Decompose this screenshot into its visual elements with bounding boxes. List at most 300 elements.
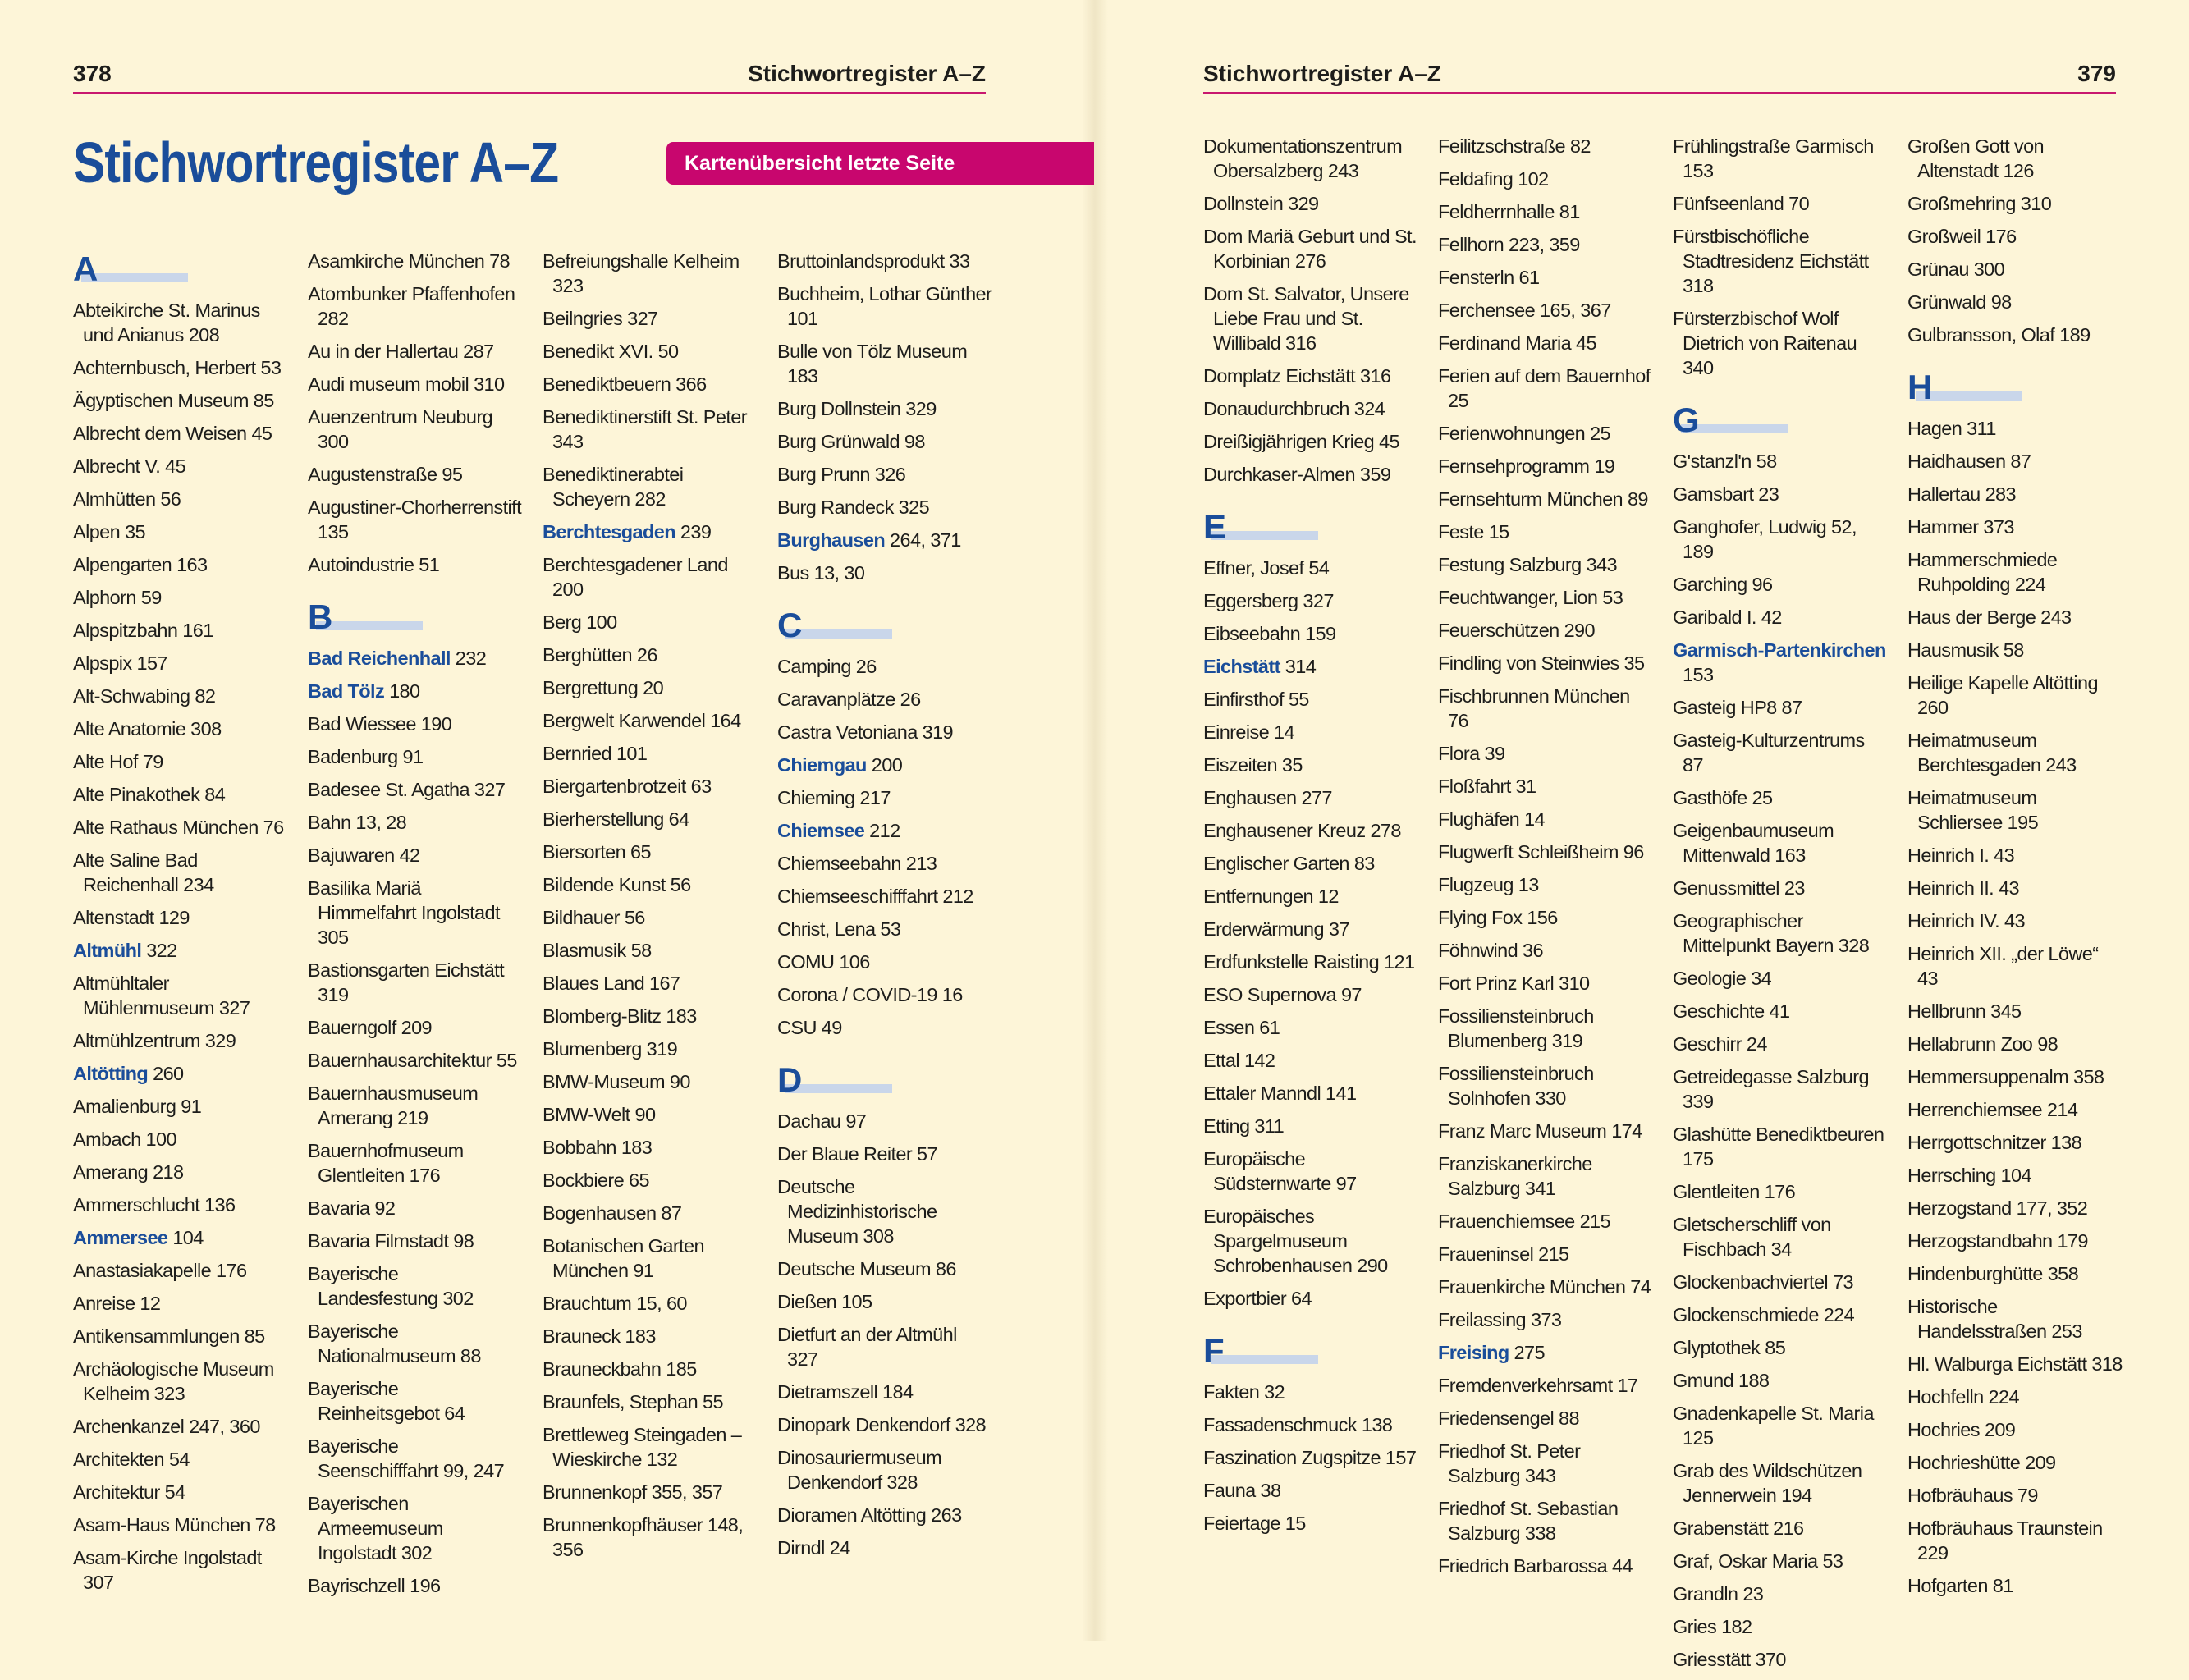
index-entry: Camping 26: [777, 656, 877, 677]
index-entry: Geographischer Mittelpunkt Bayern 328: [1673, 910, 1870, 956]
index-entry: Basilika Mariä Himmelfahrt Ingolstadt 305: [308, 877, 500, 948]
index-entry: Bastionsgarten Eichstätt 319: [308, 959, 505, 1005]
index-entry: Castra Vetoniana 319: [777, 721, 954, 743]
index-entry: Heilige Kapelle Altötting 260: [1907, 672, 2098, 718]
index-entry: Hagen 311: [1907, 418, 1996, 439]
index-entry: Eibseebahn 159: [1203, 623, 1336, 644]
index-entry: Exportbier 64: [1203, 1288, 1312, 1309]
index-entry: Hellbrunn 345: [1907, 1000, 2022, 1022]
index-entry: ESO Supernova 97: [1203, 984, 1362, 1005]
index-entry: Burg Dollnstein 329: [777, 398, 937, 419]
letter-heading-bar: [1211, 531, 1318, 540]
letter-heading-text: F: [1203, 1331, 1225, 1370]
index-entry: Friedrich Barbarossa 44: [1438, 1555, 1633, 1577]
index-entry-highlight: [308, 646, 523, 671]
index-entry: Heinrich II. 43: [1907, 877, 2019, 899]
index-entry: Asam-Kirche Ingolstadt 307: [73, 1547, 262, 1593]
index-entry: Hochries 209: [1907, 1419, 2016, 1440]
index-entry: Hochfelln 224: [1907, 1386, 2019, 1408]
index-entry: Garching 96: [1673, 574, 1773, 595]
index-entry: Bildhauer 56: [543, 907, 645, 928]
index-entry: Friedhof St. Sebastian Salzburg 338: [1438, 1498, 1619, 1544]
right-page: [1095, 0, 2189, 1670]
index-entry: Dießen 105: [777, 1291, 872, 1312]
index-entry: Friedensengel 88: [1438, 1408, 1579, 1429]
index-entry: Bayerische Reinheitsgebot 64: [308, 1378, 465, 1424]
index-entry: Dokumentationszentrum Obersalzberg 243: [1203, 135, 1403, 181]
index-entry: Feldafing 102: [1438, 168, 1549, 190]
index-entry: Hl. Walburga Eichstätt 318: [1907, 1353, 2123, 1375]
index-entry: Fossiliensteinbruch Blumenberg 319: [1438, 1005, 1594, 1051]
index-entry: Anreise 12: [73, 1293, 161, 1314]
index-entry: Feldherrnhalle 81: [1438, 201, 1580, 222]
index-entry: Haidhausen 87: [1907, 451, 2031, 472]
index-entry: Historische Handelsstraßen 253: [1907, 1296, 2082, 1342]
index-entry: Bayerische Nationalmuseum 88: [308, 1321, 481, 1366]
index-entry: BMW-Museum 90: [543, 1071, 690, 1092]
index-entry: Findling von Steinwies 35: [1438, 652, 1645, 674]
index-entry: Bildende Kunst 56: [543, 874, 691, 895]
index-entry: Bavaria 92: [308, 1197, 396, 1219]
index-entry: Alte Pinakothek 84: [73, 784, 226, 805]
index-entry: Ägyptischen Museum 85: [73, 390, 274, 411]
entry-term: Altmühl: [73, 940, 142, 961]
index-entry: Brunnenkopf 355, 357: [543, 1481, 723, 1503]
index-entry: Glockenschmiede 224: [1673, 1304, 1855, 1325]
index-entry: Dom St. Salvator, Unsere Liebe Frau und St. Willibald 316: [1203, 283, 1409, 354]
index-entry: Grab des Wildschützen Jennerwein 194: [1673, 1460, 1862, 1506]
index-entry: Feilitzschstraße 82: [1438, 135, 1591, 157]
index-entry: Großmehring 310: [1907, 193, 2052, 214]
index-entry: Benedikt XVI. 50: [543, 341, 679, 362]
index-entry: Effner, Josef 54: [1203, 557, 1330, 579]
index-entry: Einreise 14: [1203, 721, 1294, 743]
index-entry: Gasteig-Kulturzentrums 87: [1673, 730, 1865, 776]
index-entry: Befreiungshalle Kelheim 323: [543, 250, 740, 296]
index-entry: Bahn 13, 28: [308, 812, 407, 833]
index-entry: Einfirsthof 55: [1203, 689, 1309, 710]
index-entry: Autoindustrie 51: [308, 554, 440, 575]
index-entry: Bruttoinlandsprodukt 33: [777, 250, 970, 272]
index-entry: Dietfurt an der Altmühl 327: [777, 1324, 957, 1370]
index-entry: Graf, Oskar Maria 53: [1673, 1550, 1843, 1572]
index-entry: Blomberg-Blitz 183: [543, 1005, 697, 1027]
index-entry: Alpspitzbahn 161: [73, 620, 213, 641]
index-entry: Architektur 54: [73, 1481, 185, 1503]
index-entry: Ferdinand Maria 45: [1438, 332, 1596, 354]
letter-heading: [1673, 400, 1888, 446]
index-entry-highlight: [73, 938, 288, 963]
index-entry: Ganghofer, Ludwig 52, 189: [1673, 516, 1857, 562]
index-entry: Botanischen Garten München 91: [543, 1235, 704, 1281]
index-entry: Dom Mariä Geburt und St. Korbinian 276: [1203, 226, 1417, 272]
entry-pages: 104: [172, 1227, 204, 1248]
index-entry: Fassadenschmuck 138: [1203, 1414, 1393, 1435]
running-title: Stichwortregister A–Z: [1203, 61, 1441, 86]
index-entry: Braunfels, Stephan 55: [543, 1391, 723, 1412]
index-entry: Brauneck 183: [543, 1325, 656, 1347]
index-entry: Grandln 23: [1673, 1583, 1764, 1604]
index-entry: Geologie 34: [1673, 968, 1772, 989]
index-entry: Hochrieshütte 209: [1907, 1452, 2056, 1473]
index-entry: Chieming 217: [777, 787, 891, 808]
index-entry: Berg 100: [543, 611, 617, 633]
index-entry: Biergartenbrotzeit 63: [543, 776, 712, 797]
index-entry: Alpengarten 163: [73, 554, 208, 575]
index-entry: Bauernhausarchitektur 55: [308, 1050, 517, 1071]
index-entry: Flughäfen 14: [1438, 808, 1545, 830]
index-entry: Föhnwind 36: [1438, 940, 1543, 961]
entry-pages: 314: [1285, 656, 1317, 677]
letter-heading: [1907, 367, 2123, 413]
index-entry: Gmund 188: [1673, 1370, 1770, 1391]
index-entry: Fellhorn 223, 359: [1438, 234, 1580, 255]
index-entry: Gries 182: [1673, 1616, 1752, 1637]
index-entry: Fauna 38: [1203, 1480, 1281, 1501]
index-entry: Auenzentrum Neuburg 300: [308, 406, 493, 452]
index-entry: Amalienburg 91: [73, 1096, 202, 1117]
entry-pages: 180: [389, 680, 420, 702]
index-entry: Altmühltaler Mühlenmuseum 327: [73, 973, 250, 1019]
index-entry: Hindenburghütte 358: [1907, 1263, 2079, 1284]
letter-heading-text: C: [777, 606, 802, 644]
entry-term: Bad Reichenhall: [308, 648, 451, 669]
index-entry-highlight: [777, 818, 992, 843]
index-entry: Fakten 32: [1203, 1381, 1285, 1403]
index-column: [1673, 134, 1888, 1680]
index-entry-highlight: [1673, 638, 1888, 687]
index-entry: Bierherstellung 64: [543, 808, 689, 830]
index-entry: Entfernungen 12: [1203, 886, 1339, 907]
index-entry: Fremdenverkehrsamt 17: [1438, 1375, 1638, 1396]
index-entry: Alt-Schwabing 82: [73, 685, 216, 707]
page-title: Stichwortregister A–Z: [73, 130, 559, 195]
index-entry: Fort Prinz Karl 310: [1438, 973, 1590, 994]
index-entry: Englischer Garten 83: [1203, 853, 1375, 874]
index-entry: Bayerische Seenschifffahrt 99, 247: [308, 1435, 505, 1481]
entry-pages: 153: [1683, 664, 1714, 685]
index-entry: Fraueninsel 215: [1438, 1243, 1569, 1265]
index-entry: Gasteig HP8 87: [1673, 697, 1802, 718]
index-entry: Feiertage 15: [1203, 1513, 1306, 1534]
index-entry: Flugzeug 13: [1438, 874, 1539, 895]
index-entry: Herzogstandbahn 179: [1907, 1230, 2088, 1252]
index-entry: Geschichte 41: [1673, 1000, 1790, 1022]
index-entry: Alte Saline Bad Reichenhall 234: [73, 849, 214, 895]
index-entry: Bauerngolf 209: [308, 1017, 433, 1038]
index-entry: Archäologische Museum Kelheim 323: [73, 1358, 274, 1404]
entry-pages: 260: [153, 1063, 184, 1084]
index-column: [73, 249, 288, 1603]
index-entry: Europäische Südsternwarte 97: [1203, 1148, 1357, 1194]
index-entry: Augustiner-Chorherrenstift 135: [308, 497, 521, 542]
index-entry: Heinrich IV. 43: [1907, 910, 2025, 932]
entry-term: Eichstätt: [1203, 656, 1280, 677]
index-entry: Essen 61: [1203, 1017, 1280, 1038]
index-entry: Enghausen 277: [1203, 787, 1332, 808]
index-entry-highlight: [308, 679, 523, 703]
index-entry: Chiemseebahn 213: [777, 853, 937, 874]
letter-heading-text: E: [1203, 507, 1226, 546]
index-entry: Haus der Berge 243: [1907, 607, 2072, 628]
index-entry: Christ, Lena 53: [777, 918, 901, 940]
index-entry: Benediktinerstift St. Peter 343: [543, 406, 747, 452]
index-entry: Grünau 300: [1907, 259, 2005, 280]
index-entry: Glockenbachviertel 73: [1673, 1271, 1853, 1293]
index-entry: Faszination Zugspitze 157: [1203, 1447, 1417, 1468]
index-entry: G'stanzl'n 58: [1673, 451, 1777, 472]
index-entry: Großen Gott von Altenstadt 126: [1907, 135, 2045, 181]
letter-heading-bar: [1211, 1355, 1318, 1364]
index-entry: Dinosauriermuseum Denkendorf 328: [777, 1447, 942, 1493]
index-entry: Corona / COVID-19 16: [777, 984, 963, 1005]
index-entry: Herzogstand 177, 352: [1907, 1197, 2088, 1219]
index-entry: Heinrich XII. „der Löwe“ 43: [1907, 943, 2099, 989]
index-entry: Dinopark Denkendorf 328: [777, 1414, 987, 1435]
index-entry: Alpspix 157: [73, 652, 167, 674]
entry-pages: 232: [455, 648, 487, 669]
index-entry: Frauenchiemsee 215: [1438, 1211, 1610, 1232]
entry-pages: 239: [680, 521, 712, 542]
page-number: 379: [2077, 61, 2116, 86]
index-entry: Beilngries 327: [543, 308, 658, 329]
index-entry: Dioramen Altötting 263: [777, 1504, 962, 1526]
index-entry: Au in der Hallertau 287: [308, 341, 494, 362]
entry-pages: 264, 371: [890, 529, 961, 551]
index-entry: Burg Randeck 325: [777, 497, 930, 518]
index-entry: Dreißigjährigen Krieg 45: [1203, 431, 1400, 452]
index-entry: Bergrettung 20: [543, 677, 664, 698]
entry-pages: 322: [146, 940, 177, 961]
index-entry: Bayerische Landesfestung 302: [308, 1263, 474, 1309]
index-entry: Bauernhausmuseum Amerang 219: [308, 1083, 479, 1128]
index-entry: Abteikirche St. Marinus und Anianus 208: [73, 300, 260, 346]
index-entry: Bergwelt Karwendel 164: [543, 710, 741, 731]
index-entry: Fernsehturm München 89: [1438, 488, 1648, 510]
index-entry: Bobbahn 183: [543, 1137, 653, 1158]
index-entry: Flying Fox 156: [1438, 907, 1558, 928]
index-entry: Hausmusik 58: [1907, 639, 2024, 661]
index-entry: Burg Grünwald 98: [777, 431, 925, 452]
index-entry: Bajuwaren 42: [308, 845, 420, 866]
letter-heading: [308, 597, 523, 643]
index-entry: Almhütten 56: [73, 488, 181, 510]
index-entry: Hofbräuhaus 79: [1907, 1485, 2038, 1506]
index-entry: Ammerschlucht 136: [73, 1194, 236, 1215]
entry-term: Burghausen: [777, 529, 886, 551]
index-entry: Feuerschützen 290: [1438, 620, 1595, 641]
letter-heading-text: B: [308, 597, 332, 636]
entry-pages: 212: [869, 820, 900, 841]
index-entry: Flugwerft Schleißheim 96: [1438, 841, 1644, 863]
index-entry: Frühlingstraße Garmisch 153: [1673, 135, 1874, 181]
index-entry: Donaudurchbruch 324: [1203, 398, 1385, 419]
index-entry: Getreidegasse Salzburg 339: [1673, 1066, 1869, 1112]
letter-heading: [777, 1060, 992, 1106]
index-entry: Audi museum mobil 310: [308, 373, 505, 395]
index-entry: Erdfunkstelle Raisting 121: [1203, 951, 1415, 973]
index-entry: Alpen 35: [73, 521, 145, 542]
map-overview-banner: Kartenübersicht letzte Seite: [666, 142, 1094, 185]
index-entry: Genussmittel 23: [1673, 877, 1805, 899]
index-entry: Deutsche Museum 86: [777, 1258, 956, 1279]
index-entry: Flora 39: [1438, 743, 1505, 764]
index-entry: Achternbusch, Herbert 53: [73, 357, 282, 378]
letter-heading-text: A: [73, 249, 98, 288]
index-entry: Benediktinerabtei Scheyern 282: [543, 464, 684, 510]
entry-term: Freising: [1438, 1342, 1509, 1363]
index-entry: Festung Salzburg 343: [1438, 554, 1617, 575]
index-entry: Deutsche Medizinhistorische Museum 308: [777, 1176, 937, 1247]
index-entry: Ambach 100: [73, 1128, 176, 1150]
index-column: [1907, 134, 2123, 1606]
index-entry: Antikensammlungen 85: [73, 1325, 265, 1347]
index-entry: Brettleweg Steingaden – Wieskirche 132: [543, 1424, 742, 1470]
index-entry: Dollnstein 329: [1203, 193, 1319, 214]
index-entry: Ettaler Manndl 141: [1203, 1083, 1357, 1104]
index-entry: Garibald I. 42: [1673, 607, 1782, 628]
entry-term: Bad Tölz: [308, 680, 385, 702]
entry-term: Berchtesgaden: [543, 521, 675, 542]
index-entry: Ferchensee 165, 367: [1438, 300, 1611, 321]
index-entry: Fossiliensteinbruch Solnhofen 330: [1438, 1063, 1594, 1109]
index-entry: Dirndl 24: [777, 1537, 850, 1559]
index-entry: Herrgottschnitzer 138: [1907, 1132, 2082, 1153]
letter-heading-text: H: [1907, 368, 1932, 406]
index-entry-highlight: [1438, 1340, 1653, 1365]
index-entry: Altmühlzentrum 329: [73, 1030, 236, 1051]
index-entry: Grünwald 98: [1907, 291, 2012, 313]
index-entry: Ferien auf dem Bauernhof 25: [1438, 365, 1651, 411]
index-entry: Brauneckbahn 185: [543, 1358, 697, 1380]
index-entry: Berchtesgadener Land 200: [543, 554, 728, 600]
index-entry: Gulbransson, Olaf 189: [1907, 324, 2091, 346]
index-entry-highlight: [73, 1225, 288, 1250]
index-entry: Altenstadt 129: [73, 907, 190, 928]
letter-heading-text: D: [777, 1060, 802, 1099]
index-entry: Anastasiakapelle 176: [73, 1260, 247, 1281]
index-entry: Atombunker Pfaffenhofen 282: [308, 283, 515, 329]
index-entry: Floßfahrt 31: [1438, 776, 1536, 797]
index-entry: Bulle von Tölz Museum 183: [777, 341, 968, 387]
index-entry: Fernsehprogramm 19: [1438, 455, 1615, 477]
index-entry: Bernried 101: [543, 743, 648, 764]
index-entry: Blaues Land 167: [543, 973, 680, 994]
index-entry: Bogenhausen 87: [543, 1202, 682, 1224]
index-entry: Gnadenkapelle St. Maria 125: [1673, 1403, 1874, 1449]
index-entry: Alphorn 59: [73, 587, 162, 608]
index-entry: Augustenstraße 95: [308, 464, 463, 485]
index-entry: Franz Marc Museum 174: [1438, 1120, 1642, 1142]
index-entry: Griesstätt 370: [1673, 1649, 1786, 1670]
index-entry: Großweil 176: [1907, 226, 2017, 247]
index-entry: Albrecht V. 45: [73, 455, 186, 477]
page-number: 378: [73, 61, 112, 86]
index-entry-highlight: [1203, 654, 1418, 679]
index-entry: COMU 106: [777, 951, 870, 973]
index-entry: Fürstbischöfliche Stadtresidenz Eichstätt 318: [1673, 226, 1869, 296]
index-entry: Alte Anatomie 308: [73, 718, 222, 739]
index-entry: Archenkanzel 247, 360: [73, 1416, 260, 1437]
index-entry: Ferienwohnungen 25: [1438, 423, 1611, 444]
index-entry: Herrenchiemsee 214: [1907, 1099, 2078, 1120]
index-entry: BMW-Welt 90: [543, 1104, 656, 1125]
index-entry: Fünfseenland 70: [1673, 193, 1810, 214]
index-entry: Frauenkirche München 74: [1438, 1276, 1651, 1298]
index-entry: Fischbrunnen München 76: [1438, 685, 1630, 731]
index-entry: Bayerischen Armeemuseum Ingolstadt 302: [308, 1493, 443, 1563]
index-entry: Enghausener Kreuz 278: [1203, 820, 1401, 841]
index-entry: Glyptothek 85: [1673, 1337, 1786, 1358]
index-entry: Alte Rathaus München 76: [73, 817, 284, 838]
index-column: [1203, 134, 1418, 1544]
entry-term: Chiemsee: [777, 820, 865, 841]
index-entry: Biersorten 65: [543, 841, 651, 863]
index-entry: Bavaria Filmstadt 98: [308, 1230, 474, 1252]
index-entry: Friedhof St. Peter Salzburg 343: [1438, 1440, 1581, 1486]
index-entry: Architekten 54: [73, 1449, 190, 1470]
index-entry: Herrsching 104: [1907, 1165, 2031, 1186]
letter-heading: [777, 605, 992, 651]
entry-term: Chiemgau: [777, 754, 867, 776]
entry-pages: 200: [871, 754, 903, 776]
entry-pages: 275: [1514, 1342, 1545, 1363]
index-entry-highlight: [73, 1061, 288, 1086]
index-column: [777, 249, 992, 1568]
index-entry: Hofbräuhaus Traunstein 229: [1907, 1517, 2103, 1563]
index-entry: Berghütten 26: [543, 644, 657, 666]
index-entry: Geigenbaumuseum Mittenwald 163: [1673, 820, 1834, 866]
index-entry: Hallertau 283: [1907, 483, 2016, 505]
index-entry: Freilassing 373: [1438, 1309, 1562, 1330]
index-entry: Buchheim, Lothar Günther 101: [777, 283, 992, 329]
index-entry: Hammer 373: [1907, 516, 2014, 538]
index-entry-highlight: [777, 753, 992, 777]
index-entry: Brunnenkopfhäuser 148, 356: [543, 1514, 744, 1560]
index-entry: Erderwärmung 37: [1203, 918, 1349, 940]
index-entry: Ettal 142: [1203, 1050, 1275, 1071]
index-entry: Heimatmuseum Schliersee 195: [1907, 787, 2039, 833]
index-entry: Eiszeiten 35: [1203, 754, 1303, 776]
index-entry: Eggersberg 327: [1203, 590, 1334, 611]
index-column: [1438, 134, 1653, 1586]
index-entry: Hofgarten 81: [1907, 1575, 2013, 1596]
index-entry: Dachau 97: [777, 1110, 867, 1132]
letter-heading: [73, 249, 288, 295]
index-entry: Benediktbeuern 366: [543, 373, 707, 395]
index-entry: Geschirr 24: [1673, 1033, 1767, 1055]
index-entry: Asamkirche München 78: [308, 250, 511, 272]
letter-heading-text: G: [1673, 401, 1700, 439]
index-entry: Burg Prunn 326: [777, 464, 906, 485]
index-entry: Gamsbart 23: [1673, 483, 1779, 505]
index-entry: Bayrischzell 196: [308, 1575, 441, 1596]
index-entry: Fürsterzbischof Wolf Dietrich von Raitenau 340: [1673, 308, 1857, 378]
letter-heading: [1203, 1330, 1418, 1376]
index-entry: Blumenberg 319: [543, 1038, 678, 1060]
running-head-left: [73, 56, 986, 94]
index-entry-highlight: [543, 520, 758, 544]
index-entry: Bauernhofmuseum Glentleiten 176: [308, 1140, 464, 1186]
entry-term: Garmisch-Partenkirchen: [1673, 639, 1886, 661]
index-entry: Glashütte Benediktbeuren 175: [1673, 1124, 1884, 1170]
index-entry: Feste 15: [1438, 521, 1509, 542]
index-entry: Bockbiere 65: [543, 1170, 649, 1191]
index-entry: Asam-Haus München 78: [73, 1514, 276, 1536]
index-entry: Albrecht dem Weisen 45: [73, 423, 272, 444]
index-entry: Feuchtwanger, Lion 53: [1438, 587, 1623, 608]
running-title: Stichwortregister A–Z: [748, 61, 986, 86]
